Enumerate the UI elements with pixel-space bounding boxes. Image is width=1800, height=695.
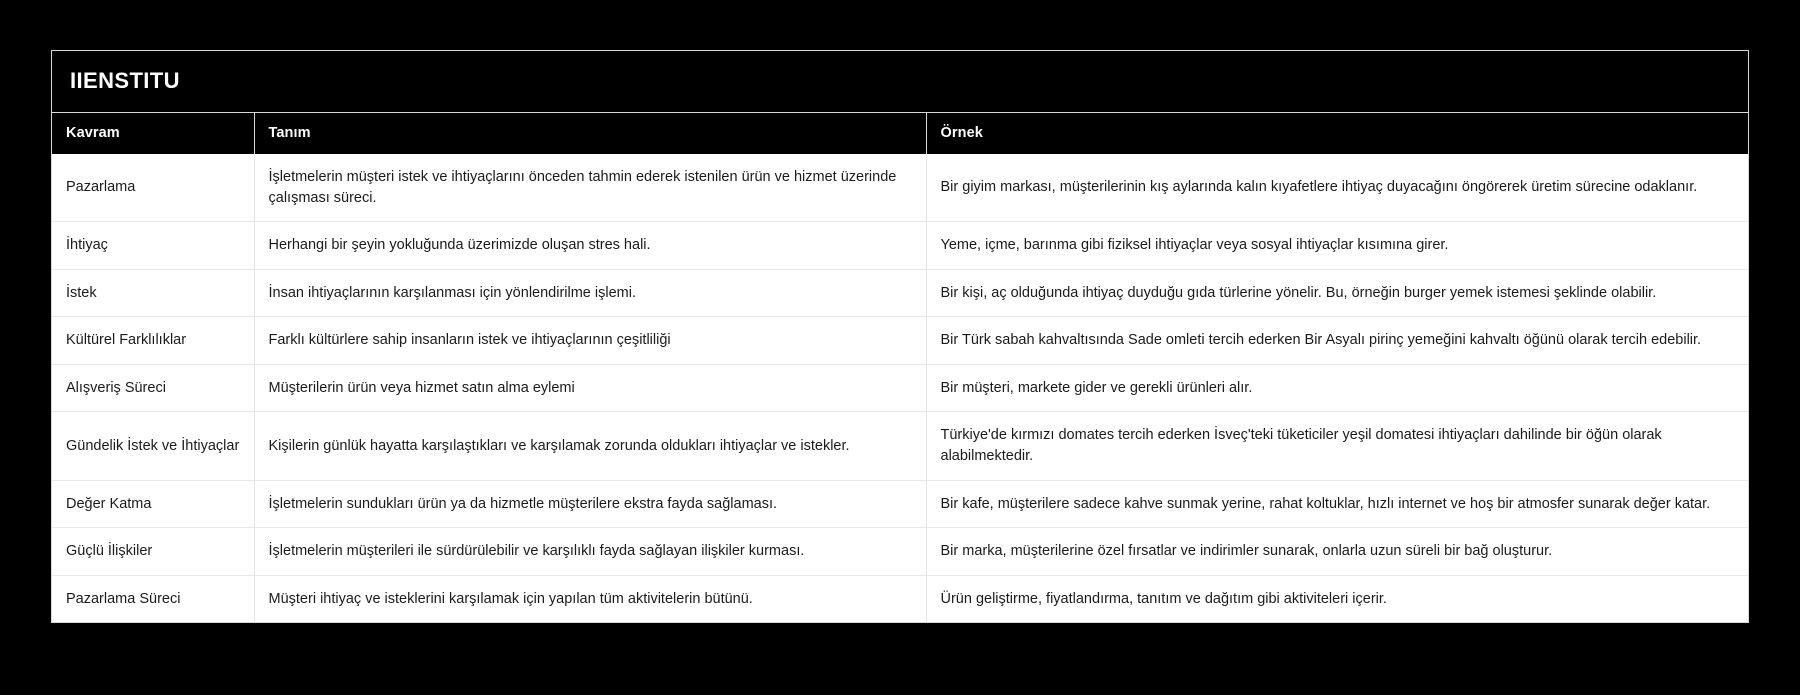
cell-tanim: İşletmelerin sundukları ürün ya da hizmetle müşterilere ekstra fayda sağlaması. — [254, 480, 926, 528]
concept-table-card — [51, 50, 1749, 623]
table-row — [52, 317, 1748, 365]
table-row — [52, 480, 1748, 528]
brand-title: IIENSTITU — [70, 68, 180, 93]
table-row — [52, 575, 1748, 622]
cell-kavram: Gündelik İstek ve İhtiyaçlar — [52, 412, 254, 480]
cell-kavram: Pazarlama — [52, 154, 254, 222]
table-row — [52, 222, 1748, 270]
cell-tanim: İşletmelerin müşteri istek ve ihtiyaçlarını önceden tahmin ederek istenilen ürün ve hizmet üzerinde çalışması süreci. — [254, 154, 926, 222]
cell-kavram: Güçlü İlişkiler — [52, 528, 254, 576]
table-body — [52, 154, 1748, 622]
cell-tanim: İnsan ihtiyaçlarının karşılanması için yönlendirilme işlemi. — [254, 269, 926, 317]
cell-ornek: Bir kafe, müşterilere sadece kahve sunmak yerine, rahat koltuklar, hızlı internet ve hoş bir atmosfer sunarak değer katar. — [926, 480, 1748, 528]
cell-ornek: Türkiye'de kırmızı domates tercih ederken İsveç'teki tüketiciler yeşil domatesi ihtiyaçları dahilinde bir öğün olarak alabilmektedir. — [926, 412, 1748, 480]
table-row — [52, 154, 1748, 222]
table-row — [52, 412, 1748, 480]
cell-kavram: Pazarlama Süreci — [52, 575, 254, 622]
cell-ornek: Bir kişi, aç olduğunda ihtiyaç duyduğu gıda türlerine yönelir. Bu, örneğin burger yemek istemesi şeklinde olabilir. — [926, 269, 1748, 317]
column-header-tanim: Tanım — [254, 113, 926, 154]
cell-tanim: Herhangi bir şeyin yokluğunda üzerimizde oluşan stres hali. — [254, 222, 926, 270]
brand-header — [52, 51, 1748, 113]
cell-tanim: Kişilerin günlük hayatta karşılaştıkları ve karşılamak zorunda oldukları ihtiyaçlar ve istekler. — [254, 412, 926, 480]
cell-kavram: Alışveriş Süreci — [52, 364, 254, 412]
column-header-kavram: Kavram — [52, 113, 254, 154]
cell-tanim: Müşterilerin ürün veya hizmet satın alma eylemi — [254, 364, 926, 412]
concepts-table — [52, 113, 1748, 622]
table-row — [52, 364, 1748, 412]
cell-tanim: Müşteri ihtiyaç ve isteklerini karşılamak için yapılan tüm aktivitelerin bütünü. — [254, 575, 926, 622]
cell-kavram: İstek — [52, 269, 254, 317]
table-header — [52, 113, 1748, 154]
cell-ornek: Yeme, içme, barınma gibi fiziksel ihtiyaçlar veya sosyal ihtiyaçlar kısımına girer. — [926, 222, 1748, 270]
cell-ornek: Bir giyim markası, müşterilerinin kış aylarında kalın kıyafetlere ihtiyaç duyacağını öngörerek üretim sürecine odaklanır. — [926, 154, 1748, 222]
cell-kavram: Kültürel Farklılıklar — [52, 317, 254, 365]
cell-ornek: Bir marka, müşterilerine özel fırsatlar ve indirimler sunarak, onlarla uzun süreli bir bağ oluşturur. — [926, 528, 1748, 576]
cell-ornek: Ürün geliştirme, fiyatlandırma, tanıtım ve dağıtım gibi aktiviteleri içerir. — [926, 575, 1748, 622]
cell-ornek: Bir Türk sabah kahvaltısında Sade omleti tercih ederken Bir Asyalı pirinç yemeğini kahvaltı öğünü olarak tercih edebilir. — [926, 317, 1748, 365]
column-header-ornek: Örnek — [926, 113, 1748, 154]
cell-tanim: Farklı kültürlere sahip insanların istek ve ihtiyaçlarının çeşitliliği — [254, 317, 926, 365]
cell-ornek: Bir müşteri, markete gider ve gerekli ürünleri alır. — [926, 364, 1748, 412]
table-row — [52, 528, 1748, 576]
cell-kavram: İhtiyaç — [52, 222, 254, 270]
cell-kavram: Değer Katma — [52, 480, 254, 528]
cell-tanim: İşletmelerin müşterileri ile sürdürülebilir ve karşılıklı fayda sağlayan ilişkiler kurması. — [254, 528, 926, 576]
table-row — [52, 269, 1748, 317]
table-header-row — [52, 113, 1748, 154]
